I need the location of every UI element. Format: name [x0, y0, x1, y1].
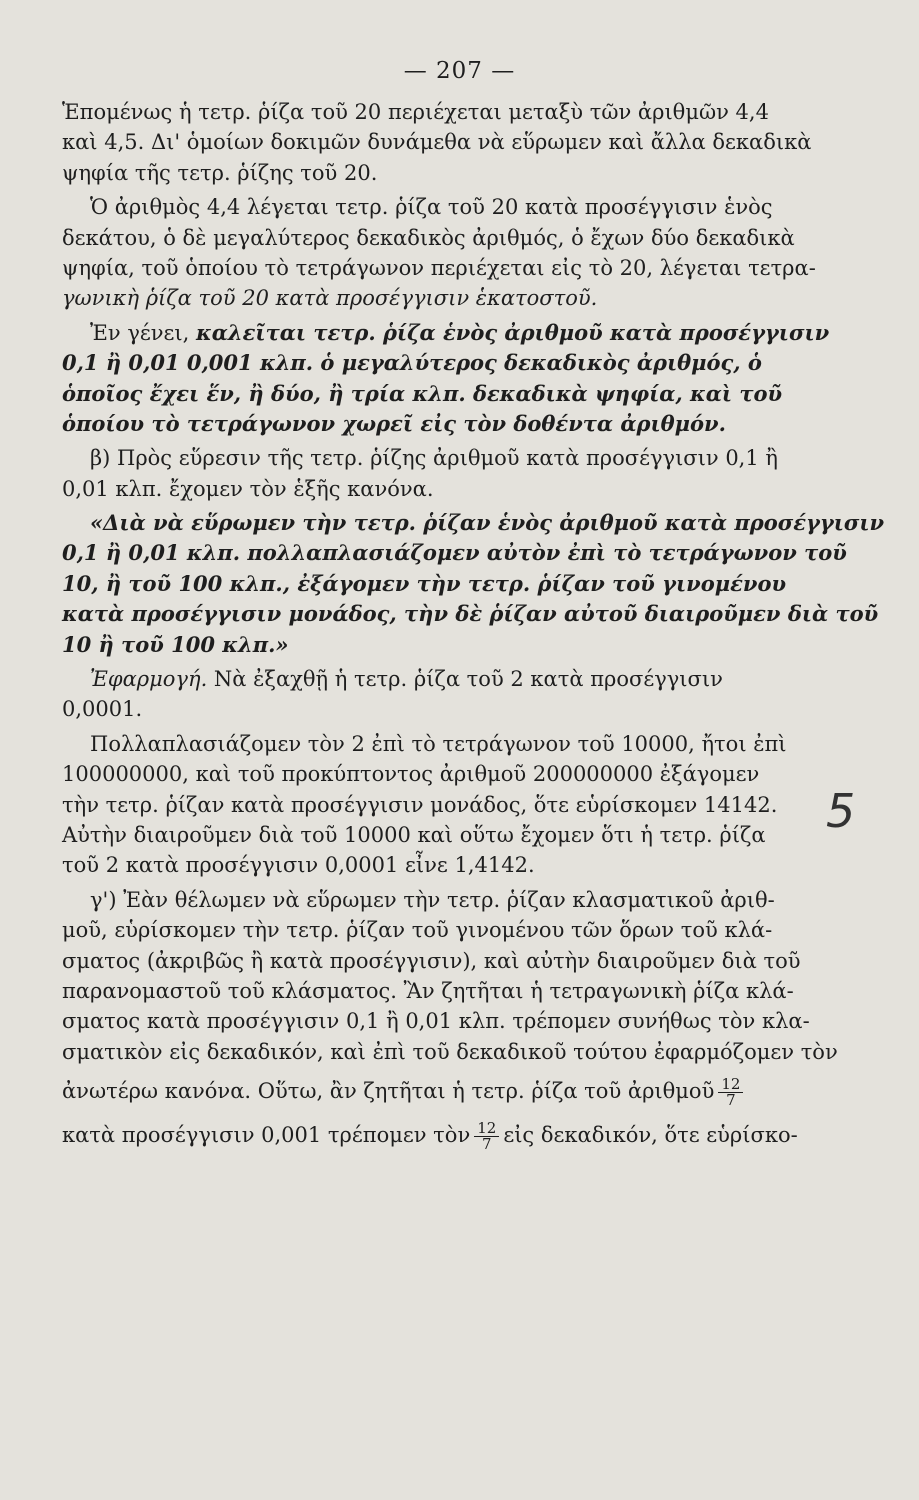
fraction-denominator: 7	[481, 1135, 492, 1154]
application-line	[62, 664, 794, 694]
text-line: σματος (ἀκριβῶς ἢ κατὰ προσέγγισιν), καὶ αὐτὴν διαιροῦμεν διὰ τοῦ	[62, 948, 801, 973]
rule-line: 0,1 ἢ 0,01 κλπ. πολλαπλασιάζομεν αὐτὸν ἐπὶ τὸ τετράγωνον τοῦ	[62, 540, 847, 566]
text-line: τὴν τετρ. ῥίζαν κατὰ προσέγγισιν μονάδος, ὅτε εὑρίσκομεν 14142.	[62, 792, 778, 817]
text-line: δεκάτου, ὁ δὲ μεγαλύτερος δεκαδικὸς ἀριθμός, ὁ ἔχων δύο δεκαδικὰ	[62, 225, 795, 250]
fraction	[474, 1121, 499, 1152]
text-line: σματος κατὰ προσέγγισιν 0,1 ἢ 0,01 κλπ. τρέπομεν συνήθως τὸν κλα-	[62, 1009, 810, 1034]
text-line-with-fraction	[62, 1071, 794, 1111]
text-line: σματικὸν εἰς δεκαδικόν, καὶ ἐπὶ τοῦ δεκαδικοῦ τούτου ἐφαρμόζομεν τὸν	[62, 1039, 838, 1064]
rule-line: «Διὰ νὰ εὕρωμεν τὴν τετρ. ῥίζαν ἑνὸς ἀριθμοῦ κατὰ προσέγγισιν	[90, 510, 885, 536]
definition-line: ὁποῖος ἔχει ἕν, ἢ δύο, ἢ τρία κλπ. δεκαδικὰ ψηφία, καὶ τοῦ	[62, 380, 783, 406]
fraction-numerator: 12	[718, 1077, 743, 1093]
definition-text: καλεῖται τετρ. ῥίζα ἑνὸς ἀριθμοῦ κατὰ προσέγγισιν	[196, 319, 830, 345]
text-line: 100000000, καὶ τοῦ προκύπτοντος ἀριθμοῦ 200000000 ἐξάγομεν	[62, 762, 760, 787]
text-line: Ὁ ἀριθμὸς 4,4 λέγεται τετρ. ῥίζα τοῦ 20 κατὰ προσέγγισιν ἑνὸς	[90, 195, 773, 220]
text-line: 0,01 κλπ. ἔχομεν τὸν ἑξῆς κανόνα.	[62, 476, 434, 501]
text-segment: εἰς δεκαδικόν, ὅτε εὑρίσκο-	[503, 1123, 798, 1148]
application-text: Νὰ ἐξαχθῇ ἡ τετρ. ῥίζα τοῦ 2 κατὰ προσέγγισιν	[207, 667, 723, 692]
text-line: καὶ 4,5. Δι' ὁμοίων δοκιμῶν δυνάμεθα νὰ εὕρωμεν καὶ ἄλλα δεκαδικὰ	[62, 130, 812, 155]
definition-lead: Ἐν γένει,	[90, 320, 197, 345]
text-line: γωνικὴ ῥίζα τοῦ 20 κατὰ προσέγγισιν ἑκατοστοῦ.	[62, 286, 598, 311]
rule-line: 10, ἢ τοῦ 100 κλπ., ἐξάγομεν τὴν τετρ. ῥίζαν τοῦ γινομένου	[62, 570, 787, 596]
rule-line: κατὰ προσέγγισιν μονάδος, τὴν δὲ ῥίζαν αὐτοῦ διαιροῦμεν διὰ τοῦ	[62, 601, 879, 627]
application-label: Ἐφαρμογή.	[90, 667, 208, 692]
text-line: ψηφία, τοῦ ὁποίου τὸ τετράγωνον περιέχεται εἰς τὸ 20, λέγεται τετρα-	[62, 255, 816, 280]
text-segment: ἀνωτέρω κανόνα. Οὕτω, ἂν ζητῆται ἡ τετρ. ῥίζα τοῦ ἀριθμοῦ	[62, 1079, 715, 1104]
text-line: Πολλαπλασιάζομεν τὸν 2 ἐπὶ τὸ τετράγωνον τοῦ 10000, ἤτοι ἐπὶ	[90, 731, 787, 756]
text-line: ψηφία τῆς τετρ. ῥίζης τοῦ 20.	[62, 160, 378, 185]
text-line: μοῦ, εὑρίσκομεν τὴν τετρ. ῥίζαν τοῦ γινομένου τῶν ὅρων τοῦ κλά-	[62, 918, 773, 943]
fraction	[718, 1077, 743, 1108]
page-body	[62, 97, 885, 1155]
handwritten-margin-note: 5	[826, 784, 856, 838]
text-line: Ἑπομένως ἡ τετρ. ῥίζα τοῦ 20 περιέχεται μεταξὺ τῶν ἀριθμῶν 4,4	[62, 100, 769, 124]
definition-line: 0,1 ἢ 0,01 0,001 κλπ. ὁ μεγαλύτερος δεκαδικὸς ἀριθμός, ὁ	[62, 350, 762, 376]
text-line: 0,0001.	[62, 697, 143, 722]
text-line: β) Πρὸς εὕρεσιν τῆς τετρ. ῥίζης ἀριθμοῦ κατὰ προσέγγισιν 0,1 ἢ	[90, 446, 778, 471]
rule-line: 10 ἢ τοῦ 100 κλπ.»	[62, 631, 289, 657]
text-line: τοῦ 2 κατὰ προσέγγισιν 0,0001 εἶνε 1,4142.	[62, 853, 535, 878]
text-line: παρανομαστοῦ τοῦ κλάσματος. Ἂν ζητῆται ἡ τετραγωνικὴ ῥίζα κλά-	[62, 978, 794, 1003]
fraction-denominator: 7	[726, 1091, 736, 1110]
definition-line	[62, 318, 830, 348]
page-number: — 207 —	[403, 58, 516, 84]
text-segment: κατὰ προσέγγισιν 0,001 τρέπομεν τὸν	[62, 1123, 471, 1148]
text-line: Αὐτὴν διαιροῦμεν διὰ τοῦ 10000 καὶ οὕτω ἔχομεν ὅτι ἡ τετρ. ῥίζα	[62, 822, 766, 847]
text-line-with-fraction	[62, 1115, 798, 1155]
definition-line: ὁποίου τὸ τετράγωνον χωρεῖ εἰς τὸν δοθέντα ἀριθμόν.	[62, 410, 726, 436]
fraction-numerator: 12	[474, 1121, 499, 1137]
text-line: γ') Ἐὰν θέλωμεν νὰ εὕρωμεν τὴν τετρ. ῥίζαν κλασματικοῦ ἀριθ-	[90, 887, 775, 912]
